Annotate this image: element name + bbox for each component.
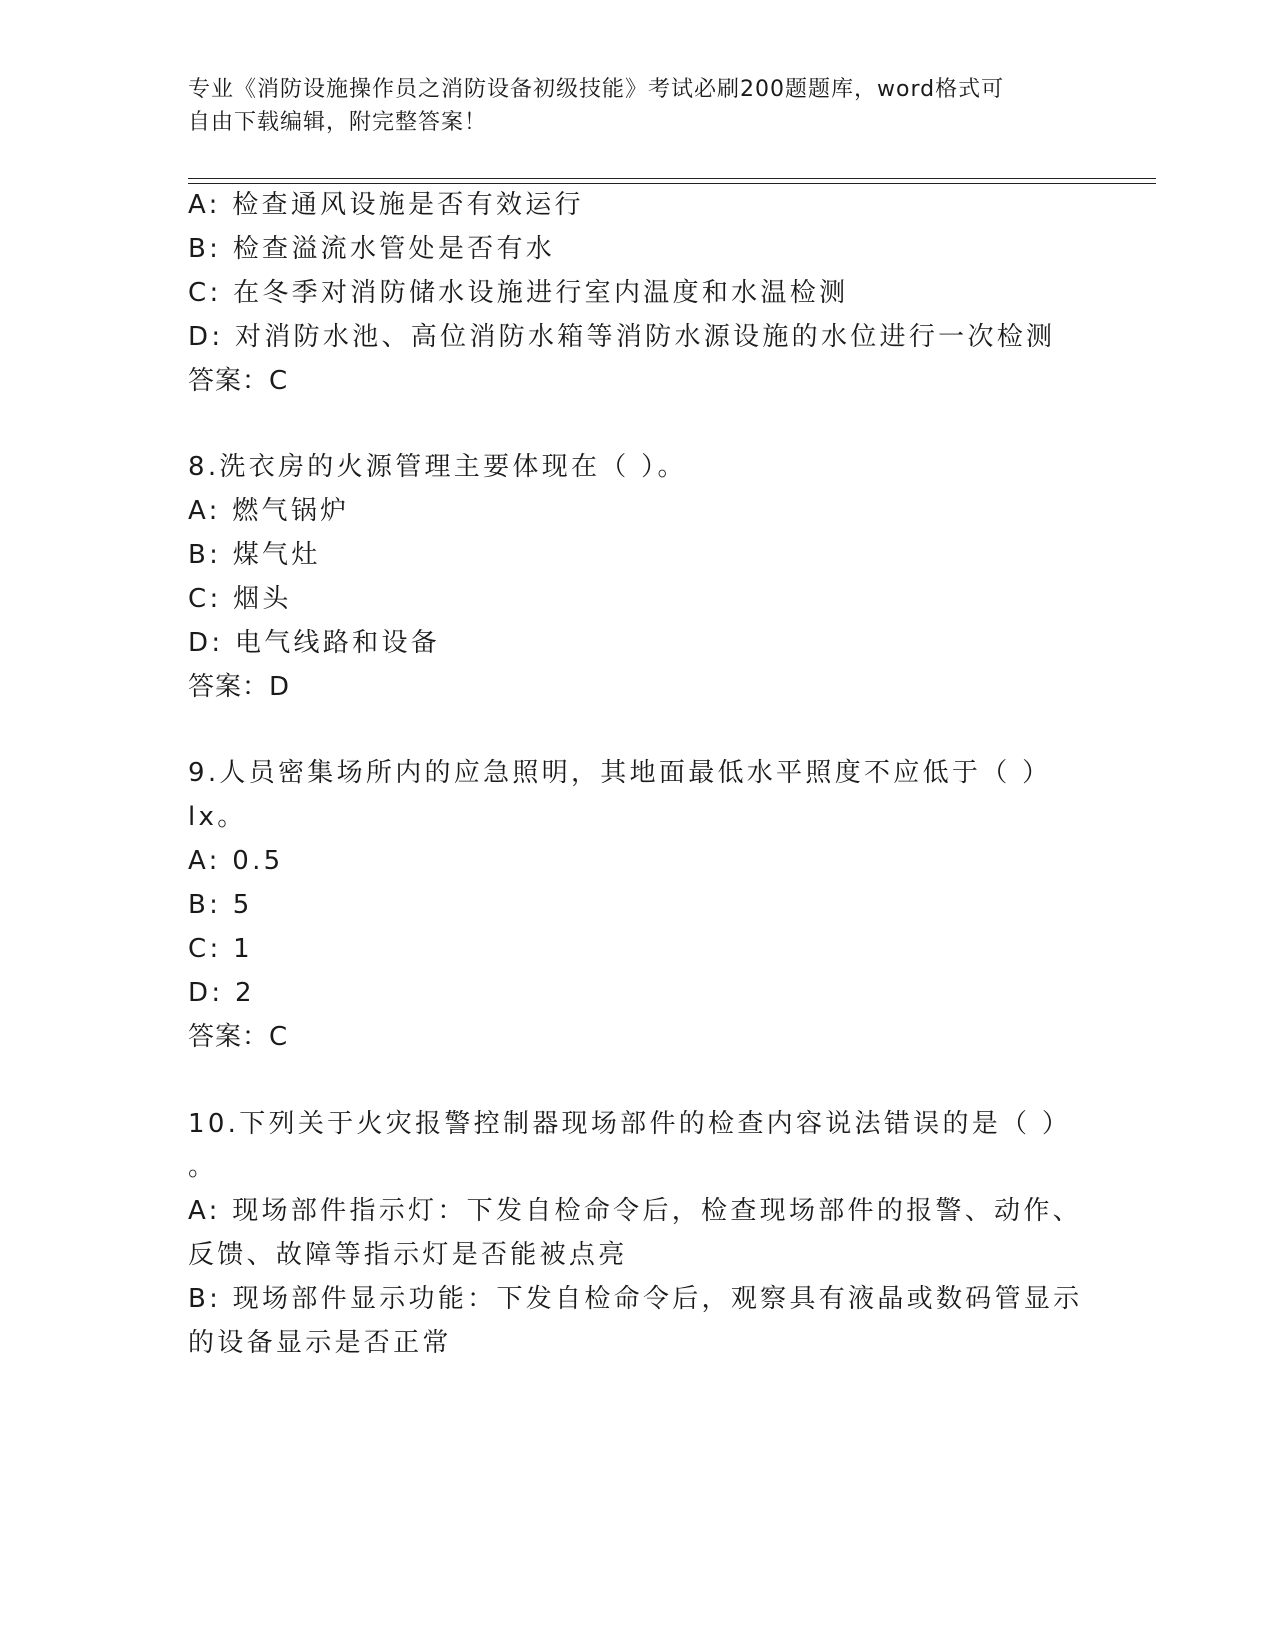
q10-stem-line-2: 。 <box>188 1152 218 1182</box>
q7-option-d: D: 对消防水池、高位消防水箱等消防水源设施的水位进行一次检测 <box>188 322 1056 352</box>
q10-option-b-line-2: 的设备显示是否正常 <box>188 1328 452 1358</box>
q8-option-a: A: 燃气锅炉 <box>188 496 350 526</box>
q9-stem-line-2: lx。 <box>188 802 247 832</box>
q10-stem-line-1: 10.下列关于火灾报警控制器现场部件的检查内容说法错误的是（ ） <box>188 1109 1072 1139</box>
q8-answer: 答案：D <box>188 672 291 702</box>
q9-option-d: D: 2 <box>188 978 255 1008</box>
q9-option-b: B: 5 <box>188 890 253 920</box>
header-line-1: 专业《消防设施操作员之消防设备初级技能》考试必刷200题题库，word格式可 <box>188 77 1005 102</box>
q9-stem-line-1: 9.人员密集场所内的应急照明，其地面最低水平照度不应低于（ ） <box>188 758 1052 788</box>
q10-option-b-line-1: B: 现场部件显示功能：下发自检命令后，观察具有液晶或数码管显示 <box>188 1284 1083 1314</box>
header-line-2: 自由下载编辑，附完整答案！ <box>188 110 488 135</box>
header-divider-bottom <box>188 183 1156 184</box>
q10-option-a-line-1: A: 现场部件指示灯：下发自检命令后，检查现场部件的报警、动作、 <box>188 1196 1082 1226</box>
q8-option-c: C: 烟头 <box>188 584 292 614</box>
q7-option-c: C: 在冬季对消防储水设施进行室内温度和水温检测 <box>188 278 849 308</box>
q8-stem: 8.洗衣房的火源管理主要体现在（ ）。 <box>188 452 687 482</box>
q8-option-d: D: 电气线路和设备 <box>188 628 441 658</box>
q9-option-a: A: 0.5 <box>188 846 284 876</box>
page-header <box>188 73 1088 139</box>
q9-answer: 答案：C <box>188 1022 289 1052</box>
q9-option-c: C: 1 <box>188 934 253 964</box>
q7-option-b: B: 检查溢流水管处是否有水 <box>188 234 556 264</box>
q7-option-a: A: 检查通风设施是否有效运行 <box>188 190 584 220</box>
q8-option-b: B: 煤气灶 <box>188 540 321 570</box>
q7-answer: 答案：C <box>188 366 289 396</box>
header-divider-top <box>188 178 1156 179</box>
q10-option-a-line-2: 反馈、故障等指示灯是否能被点亮 <box>188 1240 628 1270</box>
